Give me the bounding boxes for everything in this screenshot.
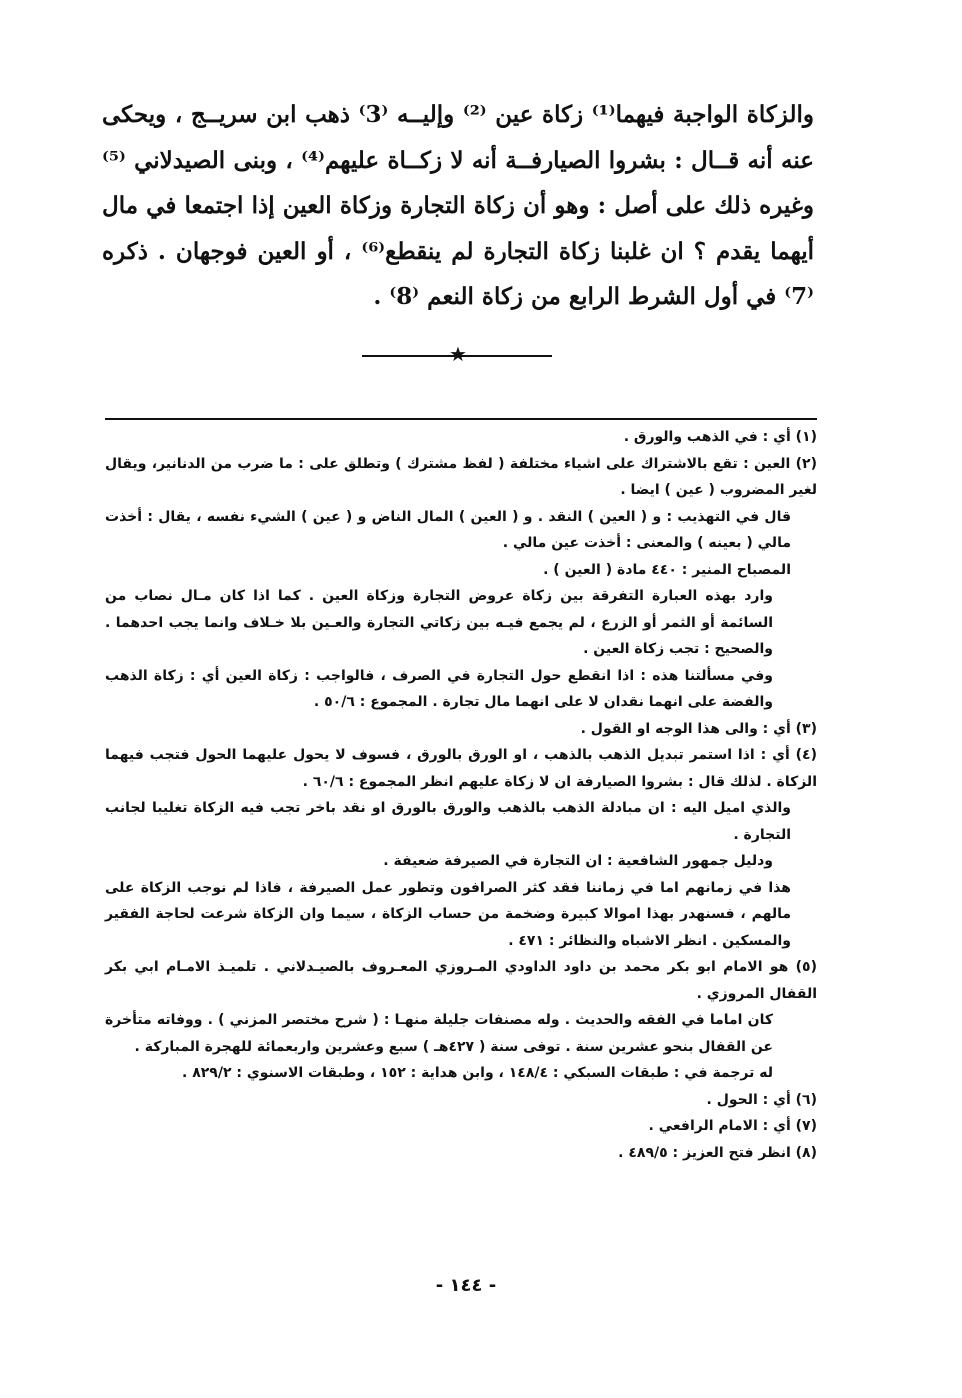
footnote-2: (٢) العين : تقع بالاشتراك على اشياء مختلفة ( لفظ مشترك ) وتطلق على : ما ضرب من الدنانير، ويقال لغير المضروب ( عين ) ايضا . [105,455,817,498]
star-icon: ★ [449,342,467,366]
footnote-4-opinion: والذي اميل اليه : ان مبادلة الذهب بالذهب والورق بالورق او نقد باخر تجب فيه الزكاة تغليبا لجانب التجارة . [105,800,791,843]
footnote-2-tahdhib: قال في التهذيب : و ( العين ) النقد . و ( العين ) المال الناض و ( عين ) الشيء نفسه ، يقال : أخذت مالي ( بعينه ) والمعنى : أخذت عين مالي . [105,508,791,551]
footnote-5: (٥) هو الامام ابو بكر محمد بن داود الداودي المـروزي المعـروف بالصيـدلاني . تلميـذ الامـام ابي بكر القفال المروزي . [105,959,817,1002]
footnote-2-our-issue: وفي مسألتنا هذه : اذا انقطع حول التجارة في الصرف ، فالواجب : زكاة العين أي : زكاة الذهب والفضة على انهما نقدان لا على انهما مال تجارة . المجموع : ٥٠/٦ . [105,667,773,710]
footnote-7: (٧) أي : الامام الرافعي . [648,1118,817,1134]
footnote-2-explanation: وارد بهذه العبارة التفرقة بين زكاة عروض التجارة وزكاة العين . كما اذا كان مـال نصاب من السائمة أو الثمر أو الزرع ، لم يجمع فيـه بين زكاتي التجارة والعـين بلا خـلاف وانما يجب احدهما . والصحيح : تجب زكاة العين . [105,588,773,657]
footnote-8: (٨) انظر فتح العزيز : ٤٨٩/٥ . [618,1144,817,1161]
footnotes-block [105,424,817,1166]
page-number: - ١٤٤ - [435,1275,497,1296]
footnote-2-misbah: المصباح المنير : ٤٤٠ مادة ( العين ) . [543,561,791,578]
footnote-6: (٦) أي : الحول . [706,1091,817,1108]
footnote-4-modern: هذا في زمانهم اما في زماننا فقد كثر الصرافون وتطور عمل الصيرفة ، فاذا لم نوجب الزكاة على مالهم ، فسنهدر بهذا اموالا كبيرة وضخمة من حساب الزكاة ، سيما وان الزكاة شرعت لحاجة الفقير والمسكين . انظر الاشباه والنظائر : ٤٧١ . [105,879,791,949]
footnote-5-bio: كان اماما في الفقه والحديث . وله مصنفات جليلة منهـا : ( شرح مختصر المزني ) . ووفاته متأخرة عن القفال بنحو عشرين سنة . توفى سنة ( ٤٢٧هـ ) سبع وعشرين واربعمائة للهجرة المباركة . [105,1012,773,1055]
main-paragraph: والزكاة الواجبة فيهما⁽¹⁾ زكاة عين ⁽²⁾ وإليــه ⁽3⁾ ذهب ابن سريــج ، ويحكى عنه أنه قــال : بشروا الصيارفــة أنه لا زكــاة عليهم⁽⁴⁾ ، وبنى الصيدلاني ⁽⁵⁾ وغيره ذلك على أصل : وهو أن زكاة التجارة وزكاة العين إذا اجتمعا في مال أيهما يقدم ؟ ان غلبنا زكاة التجارة لم ينقطع⁽⁶⁾ ، أو العين فوجهان . ذكره ⁽7⁾ في أول الشرط الرابع من زكاة النعم ⁽8⁾ . [102,101,815,310]
footnote-separator [105,418,817,420]
footnote-5-sources: له ترجمة في : طبقات السبكي : ١٤٨/٤ ، وابن هداية : ١٥٢ ، وطبقات الاسنوي : ٨٢٩/٢ . [182,1065,773,1081]
footnote-1: (١) أي : في الذهب والورق . [623,429,817,445]
footnote-4-evidence: ودليل جمهور الشافعية : ان التجارة في الصيرفة ضعيفة . [383,853,773,869]
footnote-4: (٤) أي : اذا استمر تبديل الذهب بالذهب ، او الورق بالورق ، فسوف لا يحول عليهما الحول فتجب فيهما الزكاة . لذلك قال : بشروا الصيارفة ان لا زكاة عليهم انظر المجموع : ٦٠/٦ . [105,747,817,790]
section-divider [362,344,552,368]
main-text-block [102,92,814,320]
footnote-3: (٣) أي : والى هذا الوجه او القول . [580,720,817,737]
